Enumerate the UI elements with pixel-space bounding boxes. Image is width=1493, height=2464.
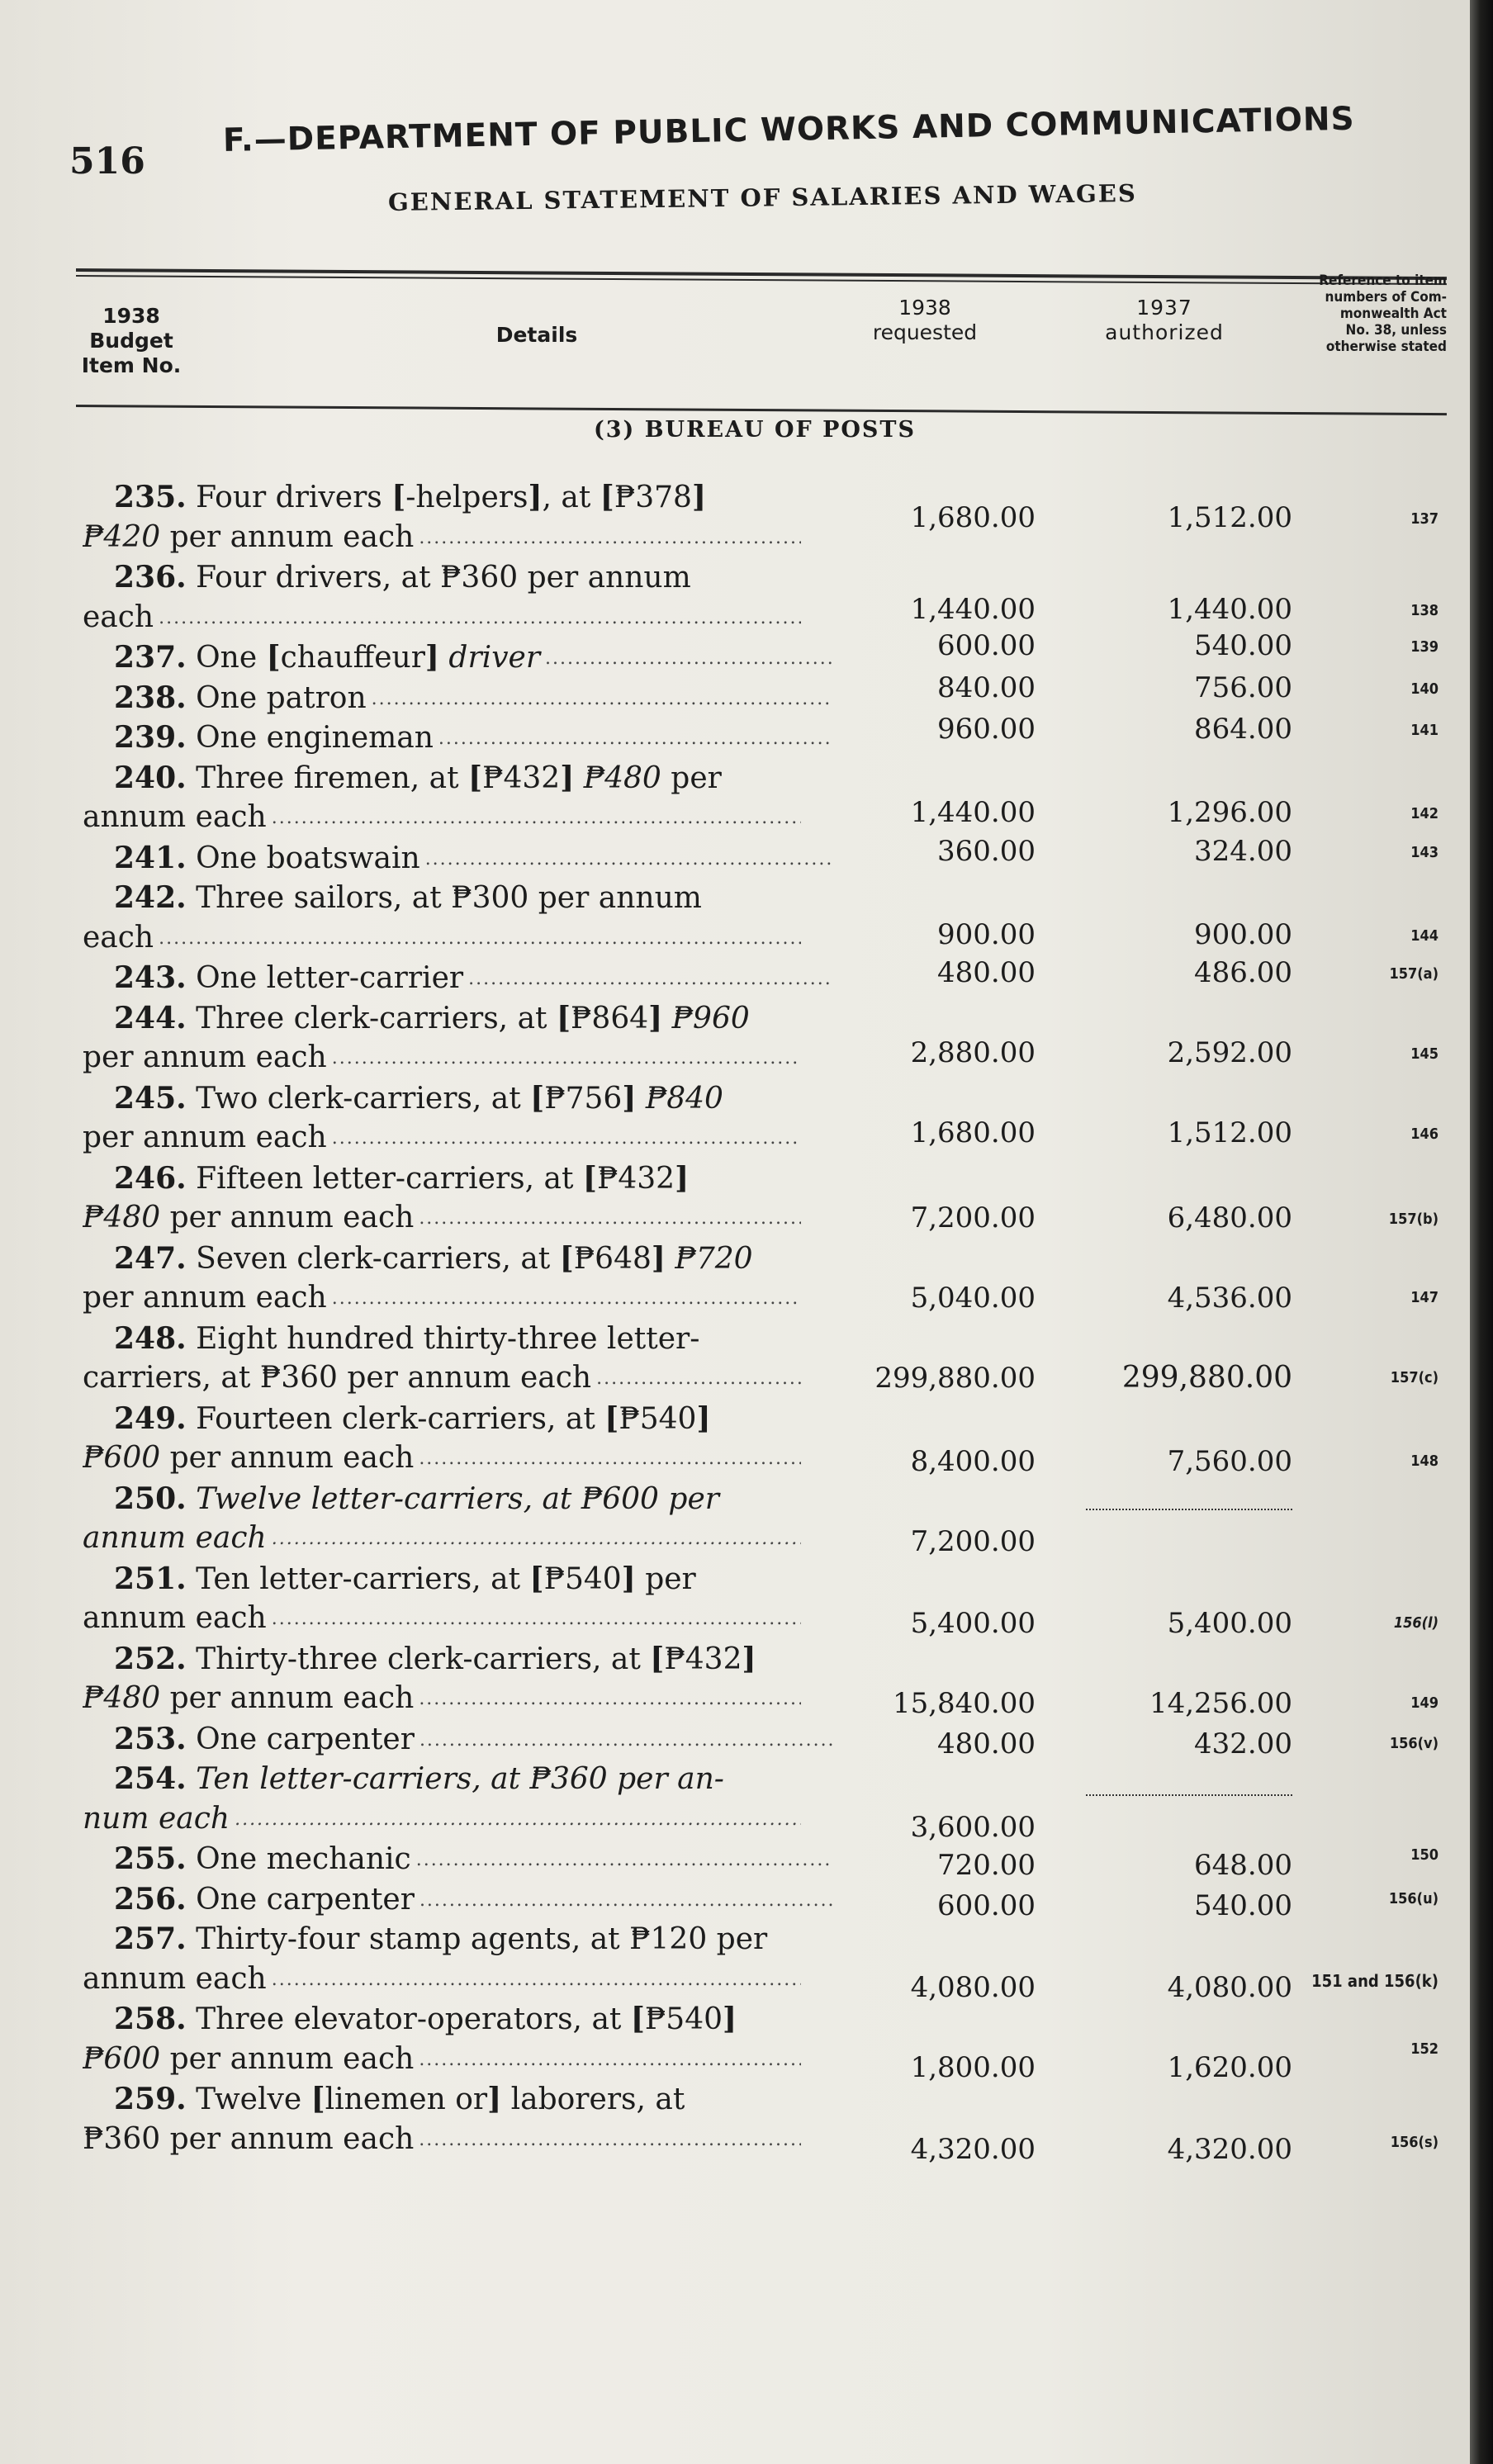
item-detail-cont: annum each ..... xyxy=(83,1599,801,1638)
reference: 138 xyxy=(1410,601,1438,619)
amount-requested: 5,040.00 xyxy=(910,1282,1036,1315)
reference: 156(s) xyxy=(1390,2133,1438,2151)
amount-authorized: 1,620.00 xyxy=(1167,2050,1292,2084)
amount-requested: 360.00 xyxy=(937,834,1036,868)
table-row xyxy=(0,758,1470,838)
amount-authorized: 1,440.00 xyxy=(1167,592,1292,626)
amount-requested: 960.00 xyxy=(937,713,1036,746)
reference: 139 xyxy=(1410,638,1438,656)
amount-requested: 7,200.00 xyxy=(910,1201,1036,1234)
reference: 156(l) xyxy=(1393,1614,1438,1632)
reference: 140 xyxy=(1410,680,1438,698)
amount-requested: 15,840.00 xyxy=(892,1687,1036,1720)
reference: 150 xyxy=(1410,1846,1438,1864)
item-number: 247. xyxy=(114,1240,187,1276)
item-detail: Ten letter-carriers, at ₱360 per an- xyxy=(196,1762,724,1796)
item-detail: Thirty-three clerk-carriers, at [₱432] xyxy=(196,1641,756,1676)
item-number: 249. xyxy=(114,1400,187,1436)
amount-requested: 480.00 xyxy=(937,956,1036,989)
table-row xyxy=(0,1239,1470,1319)
table-row xyxy=(0,1839,1470,1882)
amount-requested: 4,080.00 xyxy=(910,1970,1036,2004)
item-detail: Twelve letter-carriers, at ₱600 per xyxy=(196,1481,719,1516)
section-title xyxy=(0,417,1493,443)
item-number: 237. xyxy=(114,640,187,675)
table-row xyxy=(0,1479,1470,1559)
item-detail: Fifteen letter-carriers, at [₱432] xyxy=(196,1160,690,1196)
item-detail-cont: per annum each ..... xyxy=(83,1038,801,1078)
item-number: 259. xyxy=(114,2082,187,2116)
table-row xyxy=(0,834,1470,879)
item-number: 256. xyxy=(114,1881,187,1917)
reference: 149 xyxy=(1410,1694,1438,1712)
reference: 141 xyxy=(1410,722,1438,739)
item-detail-cont: ₱600 per annum each ..... xyxy=(83,1438,801,1478)
amount-authorized: 4,320.00 xyxy=(1167,2132,1292,2166)
item-number: 254. xyxy=(114,1761,187,1796)
item-detail: Three clerk-carriers, at [₱864] ₱960 xyxy=(196,1000,750,1035)
item-detail: One engineman xyxy=(196,721,434,755)
amount-authorized: 1,512.00 xyxy=(1167,500,1292,534)
table-row xyxy=(0,713,1470,758)
amount-authorized: 299,880.00 xyxy=(1121,1361,1292,1395)
amount-authorized: 486.00 xyxy=(1194,956,1292,989)
item-detail: Thirty-four stamp agents, at ₱120 per xyxy=(196,1922,768,1956)
item-detail-cont: annum each ..... xyxy=(83,1959,801,1999)
amount-requested: 7,200.00 xyxy=(910,1525,1036,1558)
reference: 142 xyxy=(1410,805,1438,822)
item-detail: Three elevator-operators, at [₱540] xyxy=(196,2002,737,2036)
salary-table xyxy=(0,477,1470,2166)
item-detail-cont: annum each ..... xyxy=(83,798,801,837)
page-number: 516 xyxy=(69,140,145,182)
item-detail-cont: num each ..... xyxy=(83,1799,801,1839)
amount-authorized: 1,296.00 xyxy=(1167,796,1292,829)
amount-requested: 299,880.00 xyxy=(874,1362,1036,1395)
item-detail: Twelve [linemen or] laborers, at xyxy=(196,2082,685,2116)
item-detail-cont: each ..... xyxy=(83,598,801,637)
item-detail: Ten letter-carriers, at [₱540] per xyxy=(196,1561,696,1596)
column-header-item: 1938 Budget Item No. xyxy=(81,304,182,377)
item-number: 258. xyxy=(114,2002,187,2036)
amount-authorized: 5,400.00 xyxy=(1167,1607,1292,1640)
item-number: 241. xyxy=(114,840,187,875)
reference: 156(v) xyxy=(1389,1734,1438,1752)
table-row xyxy=(0,878,1470,958)
item-detail-cont: ₱480 per annum each ..... xyxy=(83,1198,801,1238)
book-binding-edge xyxy=(1470,0,1493,2464)
table-row xyxy=(0,1319,1470,1399)
item-detail: Three firemen, at [₱432] ₱480 per xyxy=(196,760,722,795)
reference: 148 xyxy=(1410,1452,1438,1470)
amount-requested: 900.00 xyxy=(937,917,1036,951)
reference: 152 xyxy=(1410,2040,1438,2058)
table-row xyxy=(0,1559,1470,1639)
item-detail: One carpenter xyxy=(196,1722,415,1756)
item-detail: Fourteen clerk-carriers, at [₱540] xyxy=(196,1400,711,1436)
item-number: 257. xyxy=(114,1921,187,1956)
reference: 157(c) xyxy=(1390,1369,1438,1386)
item-detail: Four drivers, at ₱360 per annum xyxy=(196,561,691,595)
table-row xyxy=(0,1159,1470,1239)
item-detail: Four drivers [-helpers], at [₱378] xyxy=(196,480,706,514)
table-row xyxy=(0,1919,1470,2004)
section-title-text: (3) BUREAU OF POSTS xyxy=(593,417,916,443)
item-detail: Three sailors, at ₱300 per annum xyxy=(196,881,702,915)
column-header-details: Details xyxy=(495,323,578,347)
item-detail-cont: per annum each ..... xyxy=(83,1278,801,1318)
table-row xyxy=(0,1999,1470,2084)
item-number: 255. xyxy=(114,1841,187,1876)
header-rule-top xyxy=(76,268,1447,280)
amount-authorized: 540.00 xyxy=(1194,1888,1292,1922)
item-detail-cont: carriers, at ₱360 per annum each ..... xyxy=(83,1358,801,1398)
header-rule-bottom xyxy=(76,405,1447,415)
item-number: 242. xyxy=(114,880,187,915)
item-number: 245. xyxy=(114,1080,187,1116)
item-number: 250. xyxy=(114,1481,187,1516)
amount-requested: 480.00 xyxy=(937,1727,1036,1760)
amount-requested: 3,600.00 xyxy=(910,1810,1036,1844)
amount-requested: 1,440.00 xyxy=(910,592,1036,626)
item-detail: One carpenter xyxy=(196,1882,415,1917)
item-detail-cont: ₱420 per annum each ..... xyxy=(83,518,801,557)
amount-requested: 1,800.00 xyxy=(910,2050,1036,2084)
amount-authorized: 4,536.00 xyxy=(1167,1282,1292,1315)
amount-authorized: 900.00 xyxy=(1194,917,1292,951)
table-row xyxy=(0,998,1470,1078)
reference: 147 xyxy=(1410,1289,1438,1306)
amount-requested: 600.00 xyxy=(937,629,1036,662)
reference: 137 xyxy=(1410,509,1438,528)
amount-requested: 2,880.00 xyxy=(910,1036,1036,1069)
item-detail: Two clerk-carriers, at [₱756] ₱840 xyxy=(196,1080,723,1116)
amount-requested: 600.00 xyxy=(937,1888,1036,1922)
table-row xyxy=(0,1399,1470,1479)
item-number: 239. xyxy=(114,720,187,755)
amount-authorized: 540.00 xyxy=(1194,629,1292,662)
item-detail: One patron xyxy=(196,680,367,715)
amount-requested: 4,320.00 xyxy=(910,2132,1036,2166)
item-detail-cont: annum each ..... xyxy=(83,1519,801,1558)
page-subtitle: GENERAL STATEMENT OF SALARIES AND WAGES xyxy=(387,178,1138,216)
reference: 144 xyxy=(1410,926,1438,945)
amount-requested: 8,400.00 xyxy=(910,1445,1036,1478)
table-row xyxy=(0,2079,1470,2166)
table-row xyxy=(0,1078,1470,1159)
item-number: 244. xyxy=(114,1000,187,1035)
amount-authorized: 14,256.00 xyxy=(1149,1687,1292,1720)
reference: 157(b) xyxy=(1388,1211,1438,1228)
item-detail-cont: ₱600 per annum each ..... xyxy=(83,2040,801,2079)
reference: 156(u) xyxy=(1388,1889,1438,1907)
table-row xyxy=(0,1639,1470,1719)
item-number: 253. xyxy=(114,1721,187,1756)
amount-authorized: 648.00 xyxy=(1194,1849,1292,1882)
table-row xyxy=(0,1719,1470,1760)
item-number: 243. xyxy=(114,960,187,995)
item-detail-cont: ₱480 per annum each ..... xyxy=(83,1679,801,1718)
amount-requested: 1,680.00 xyxy=(910,1116,1036,1149)
item-detail: Eight hundred thirty-three letter- xyxy=(196,1321,700,1356)
item-number: 248. xyxy=(114,1320,187,1356)
column-header-reference: Reference to item numbers of Com- monwealth Act No. 38, unless otherwise stated xyxy=(1319,272,1447,355)
item-number: 240. xyxy=(114,760,187,795)
amount-requested: 1,440.00 xyxy=(910,796,1036,829)
item-number: 235. xyxy=(114,480,187,514)
item-number: 252. xyxy=(114,1641,187,1676)
item-detail: One [chauffeur] driver xyxy=(196,640,541,675)
amount-authorized: 1,512.00 xyxy=(1167,1116,1292,1149)
table-row xyxy=(0,1759,1470,1844)
amount-authorized: 2,592.00 xyxy=(1167,1036,1292,1069)
amount-authorized: 6,480.00 xyxy=(1167,1201,1292,1234)
table-row xyxy=(0,477,1470,557)
item-detail: One letter-carrier xyxy=(196,961,464,995)
reference: 146 xyxy=(1410,1125,1438,1143)
amount-requested: 1,680.00 xyxy=(910,500,1036,534)
amount-authorized: 7,560.00 xyxy=(1167,1445,1292,1478)
column-header-authorized: 1937 authorized xyxy=(1105,296,1224,344)
amount-authorized: 4,080.00 xyxy=(1167,1970,1292,2004)
page-title: F.—DEPARTMENT OF PUBLIC WORKS AND COMMUNICATIONS xyxy=(222,100,1356,159)
amount-authorized: 432.00 xyxy=(1194,1727,1292,1760)
amount-requested: 720.00 xyxy=(937,1849,1036,1882)
item-number: 246. xyxy=(114,1160,187,1196)
reference: 151 and 156(k) xyxy=(1311,1970,1438,1991)
item-number: 236. xyxy=(114,560,187,595)
table-row xyxy=(0,958,1470,998)
amount-authorized: 864.00 xyxy=(1194,713,1292,746)
item-detail-cont: per annum each ..... xyxy=(83,1118,801,1158)
item-detail: Seven clerk-carriers, at [₱648] ₱720 xyxy=(196,1240,753,1276)
item-detail: One mechanic xyxy=(196,1842,411,1876)
amount-requested: 5,400.00 xyxy=(910,1607,1036,1640)
table-row xyxy=(0,1879,1470,1920)
item-detail: One boatswain xyxy=(196,841,420,875)
item-detail-cont: ₱360 per annum each ..... xyxy=(83,2120,801,2159)
reference: 157(a) xyxy=(1389,965,1438,983)
reference: 143 xyxy=(1410,843,1438,861)
reference: 145 xyxy=(1410,1045,1438,1063)
amount-authorized: 324.00 xyxy=(1194,834,1292,868)
item-detail-cont: each ..... xyxy=(83,918,801,958)
column-header-requested: 1938 requested xyxy=(872,296,978,344)
item-number: 251. xyxy=(114,1561,187,1596)
amount-requested: 840.00 xyxy=(937,670,1036,704)
item-number: 238. xyxy=(114,680,187,715)
amount-authorized: 756.00 xyxy=(1194,670,1292,704)
